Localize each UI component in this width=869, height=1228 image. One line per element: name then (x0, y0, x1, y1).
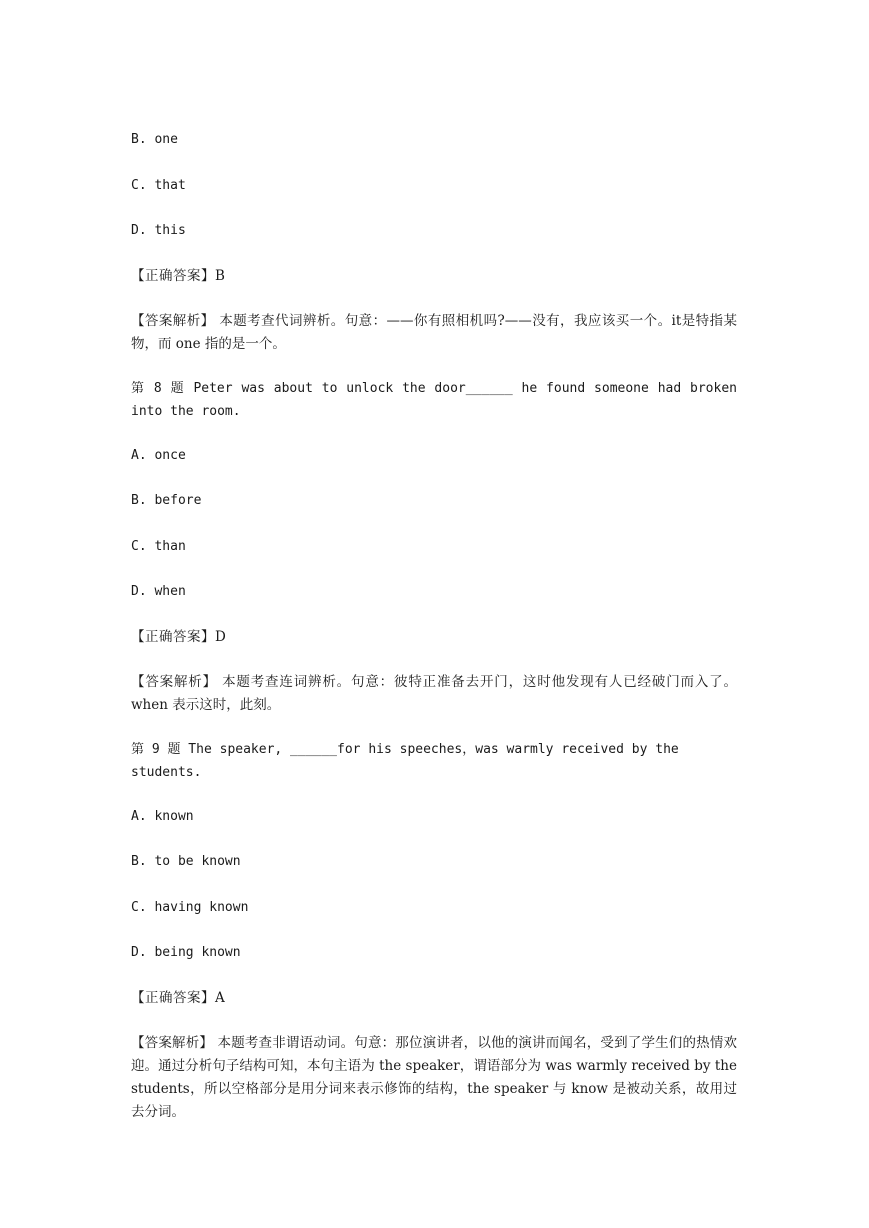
option-b-q7: B. one (131, 132, 178, 147)
option-c-q7: C. that (131, 177, 186, 193)
option-b-q8: B. before (131, 493, 202, 508)
explanation-q7: 【答案解析】 本题考查代词辨析。句意：——你有照相机吗?——没有，我应该买一个。it是特指某物，而 one 指的是一个。 (131, 312, 737, 352)
explanation-q8: 【答案解析】 本题考查连词辨析。句意：彼特正准备去开门，这时他发现有人已经破门而入了。when 表示这时，此刻。 (131, 673, 737, 713)
correct-answer-q9: 【正确答案】A (131, 989, 226, 1006)
option-d-q7: D. this (131, 223, 186, 238)
option-d-q9: D. being known (131, 945, 241, 960)
document-page (131, 128, 737, 1145)
option-a-q8: A. once (131, 447, 186, 463)
option-c-q8: C. than (131, 538, 186, 554)
option-b-q9: B. to be known (131, 854, 241, 869)
option-a-q9: A. known (131, 808, 194, 824)
correct-answer-q8: 【正确答案】D (131, 628, 227, 645)
option-d-q8: D. when (131, 584, 186, 599)
question-8: 第 8 题 Peter was about to unlock the door______ he found someone had broken into the room. (131, 380, 737, 419)
question-9: 第 9 题 The speaker, ______for his speeches，was warmly received by the students. (131, 741, 679, 780)
option-c-q9: C. having known (131, 899, 249, 915)
correct-answer-q7: 【正确答案】B (131, 267, 226, 284)
explanation-q9: 【答案解析】 本题考查非谓语动词。句意：那位演讲者，以他的演讲而闻名，受到了学生们的热情欢迎。通过分析句子结构可知，本句主语为 the speaker，谓语部分为 was warmly received by the students，所以空格部分是用分词来表示修饰的结构，the speaker 与 know 是被动关系，故用过去分词。 (131, 1034, 737, 1120)
